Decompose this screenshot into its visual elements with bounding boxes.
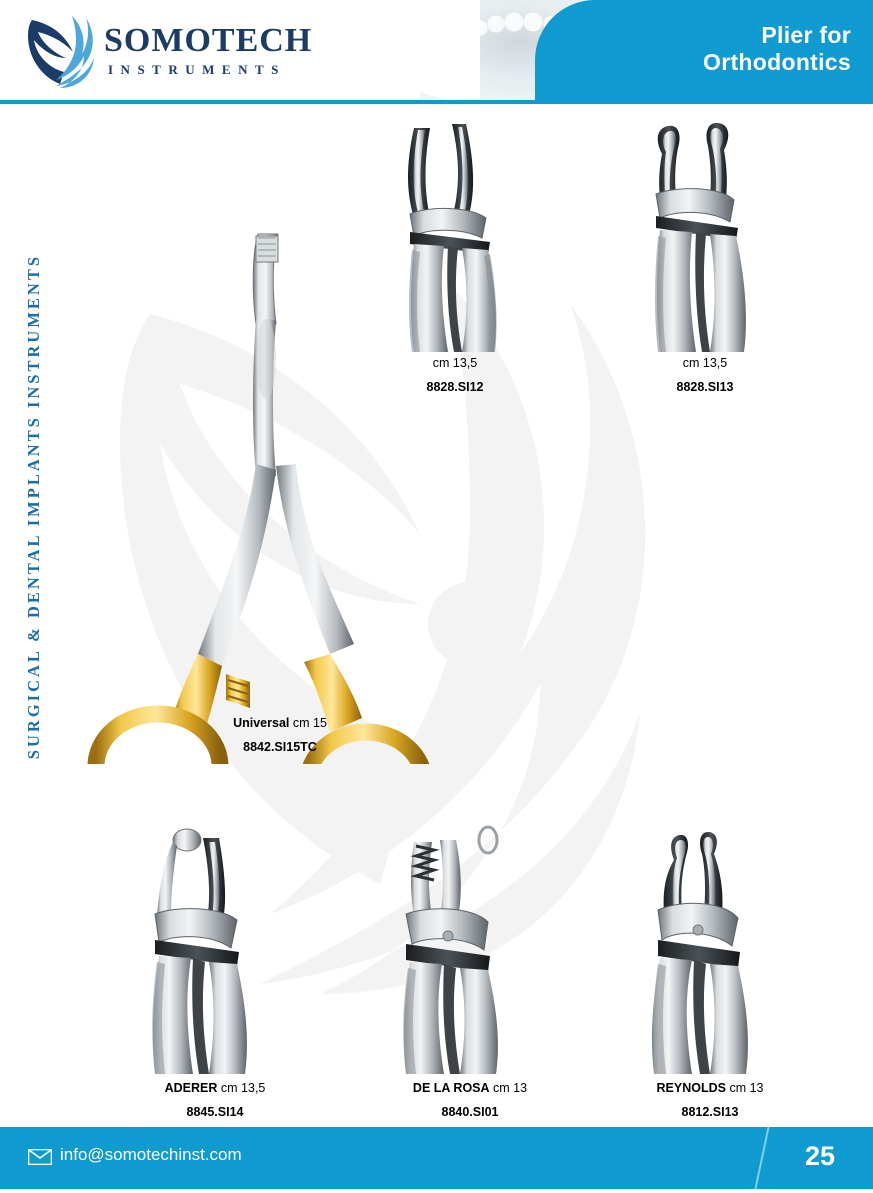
instrument-image-8828-si13: [620, 114, 790, 354]
header-category-title: [703, 22, 851, 76]
brand-subtitle: INSTRUMENTS: [108, 62, 286, 77]
mail-icon: [28, 1149, 52, 1165]
instrument-image-8812-si13: [610, 824, 810, 1074]
product-size: cm 13: [493, 1081, 528, 1095]
page-body: [0, 104, 873, 1127]
product-code: 8828.SI12: [426, 380, 484, 394]
product-code: 8812.SI13: [681, 1105, 739, 1119]
product-caption-8842-si15tc: [140, 714, 420, 757]
product-size: cm 13,5: [220, 1081, 266, 1095]
instrument-image-8842-si15tc: [80, 114, 480, 764]
product-name: REYNOLDS: [656, 1081, 726, 1095]
product-caption-8828-si13: [620, 354, 790, 397]
instrument-image-8845-si14: [115, 824, 315, 1074]
header-category-line1: Plier for: [761, 22, 851, 48]
product-size: cm 15: [292, 716, 327, 730]
product-code: 8828.SI13: [676, 380, 734, 394]
header-category-line2: Orthodontics: [703, 49, 851, 75]
page-header: [0, 0, 873, 104]
product-name: ADERER: [164, 1081, 218, 1095]
product-size: cm 13,5: [432, 356, 478, 370]
product-caption-8812-si13: [610, 1079, 810, 1122]
product-code: 8840.SI01: [441, 1105, 499, 1119]
page-footer: [0, 1127, 873, 1193]
product-code: 8845.SI14: [186, 1105, 244, 1119]
product-name: Universal: [233, 716, 290, 730]
header-category-tab: [593, 0, 873, 100]
page-number: 25: [804, 1141, 835, 1171]
product-code: 8842.SI15TC: [243, 740, 317, 754]
sidebar-vertical-title: SURGICAL & DENTAL IMPLANTS INSTRUMENTS: [24, 254, 43, 760]
footer-email[interactable]: info@somotechinst.com: [60, 1145, 242, 1164]
product-size: cm 13,5: [682, 356, 728, 370]
product-caption-8845-si14: [115, 1079, 315, 1122]
somotech-logo-icon: [26, 14, 98, 88]
product-size: cm 13: [729, 1081, 764, 1095]
brand-name: SOMOTECH: [104, 22, 313, 59]
product-caption-8840-si01: [370, 1079, 570, 1122]
product-name: DE LA ROSA: [412, 1081, 490, 1095]
instrument-image-8840-si01: [370, 824, 570, 1074]
